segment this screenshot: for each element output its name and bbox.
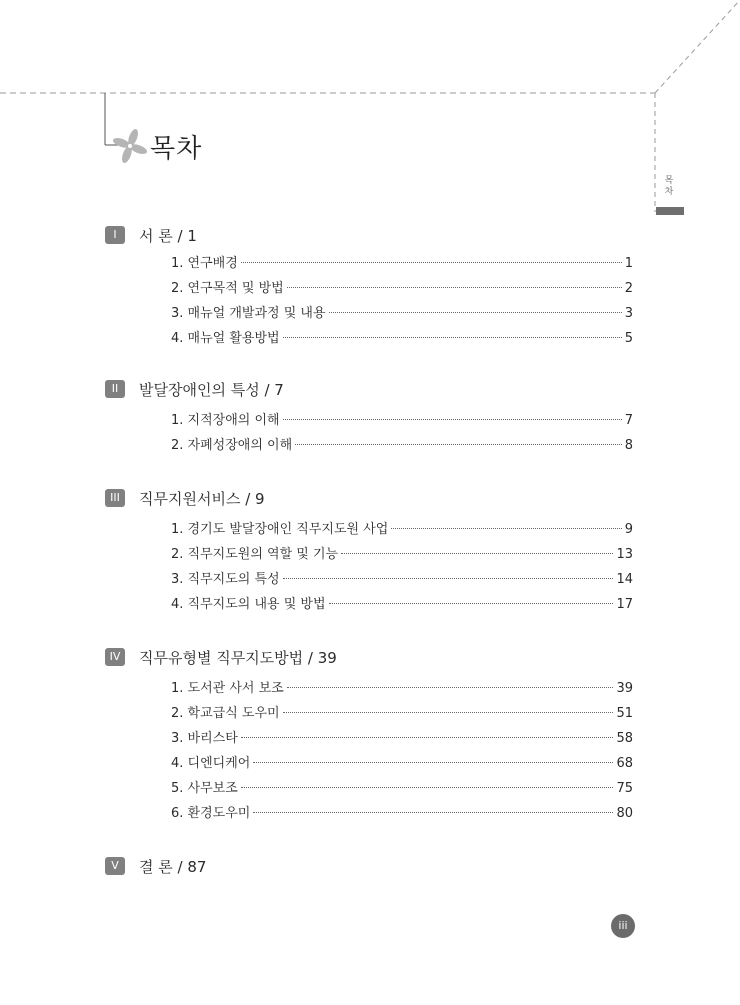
toc-entry-label: 1. 지적장애의 이해 [171,413,280,428]
side-tab-label: 목차 [664,176,674,197]
toc-entry-page: 8 [624,438,633,453]
toc-entry[interactable] [171,252,633,277]
dot-leader [241,737,614,738]
section-numeral-badge: IV [105,648,125,666]
dot-leader [283,337,622,338]
dot-leader [283,578,614,579]
toc-entry-page: 13 [616,547,633,562]
toc-entry[interactable] [171,802,633,827]
toc-section-2 [105,380,635,459]
dot-leader [253,762,613,763]
toc-entry-page: 3 [624,306,633,321]
section-heading[interactable] [105,226,635,246]
section-numeral-badge: II [105,380,125,398]
toc-entry-page: 39 [616,681,633,696]
toc-section-3 [105,489,635,618]
section-heading[interactable] [105,857,635,877]
toc-entry-page: 2 [624,281,633,296]
dot-leader [287,687,614,688]
toc-entry-label: 4. 직무지도의 내용 및 방법 [171,597,326,612]
toc-entry-label: 3. 매뉴얼 개발과정 및 내용 [171,306,326,321]
toc-entry-label: 2. 직무지도원의 역할 및 기능 [171,547,339,562]
toc-entry-page: 51 [616,706,633,721]
section-numeral-badge: V [105,857,125,875]
toc-entry[interactable] [171,593,633,618]
toc-section-1 [105,226,635,352]
dot-leader [329,603,614,604]
toc-entry[interactable] [171,302,633,327]
section-title: 발달장애인의 특성 / 7 [139,381,284,399]
toc-entry-page: 7 [624,413,633,428]
toc-entry[interactable] [171,277,633,302]
section-title: 결 론 / 87 [139,858,207,876]
side-tab-bar [656,207,684,215]
dot-leader [283,419,622,420]
toc-entry[interactable] [171,434,633,459]
toc-entry[interactable] [171,752,633,777]
toc-entry[interactable] [171,518,633,543]
dot-leader [253,812,613,813]
toc-entry[interactable] [171,777,633,802]
toc-entry-page: 5 [624,331,633,346]
toc-entry[interactable] [171,677,633,702]
toc-entry-page: 17 [616,597,633,612]
dot-leader [329,312,622,313]
toc-entry[interactable] [171,568,633,593]
toc-entry-label: 4. 디엔디케어 [171,756,251,771]
toc-entry-label: 2. 자폐성장애의 이해 [171,438,293,453]
toc-entry[interactable] [171,327,633,352]
section-numeral-badge: I [105,226,125,244]
toc-entry[interactable] [171,409,633,434]
page-title: 목차 [150,134,203,164]
toc-entry-page: 80 [616,806,633,821]
toc-entry[interactable] [171,702,633,727]
section-heading[interactable] [105,648,635,668]
dot-leader [241,787,614,788]
section-title: 직무지원서비스 / 9 [139,490,265,508]
toc-entry-page: 9 [624,522,633,537]
toc-entry-label: 1. 경기도 발달장애인 직무지도원 사업 [171,522,389,537]
section-title: 직무유형별 직무지도방법 / 39 [139,649,337,667]
toc-entry-page: 1 [624,256,633,271]
section-heading[interactable] [105,380,635,400]
toc-entry-label: 3. 직무지도의 특성 [171,572,280,587]
dot-leader [287,287,622,288]
toc-entry-page: 58 [616,731,633,746]
page-number-badge: iii [611,914,635,938]
toc-entry[interactable] [171,727,633,752]
toc-entry-label: 2. 연구목적 및 방법 [171,281,284,296]
dot-leader [283,712,614,713]
toc-entry-label: 4. 매뉴얼 활용방법 [171,331,280,346]
toc-entry-page: 75 [616,781,633,796]
toc-entry-page: 14 [616,572,633,587]
section-heading[interactable] [105,489,635,509]
toc-entry-label: 1. 연구배경 [171,256,238,271]
toc-entry-label: 6. 환경도우미 [171,806,251,821]
toc-section-5 [105,857,635,877]
dot-leader [241,262,622,263]
toc-entry-page: 68 [616,756,633,771]
toc-entry-label: 5. 사무보조 [171,781,238,796]
dot-leader [341,553,613,554]
toc-section-4 [105,648,635,827]
section-numeral-badge: III [105,489,125,507]
section-title: 서 론 / 1 [139,227,197,245]
toc-entry-label: 3. 바리스타 [171,731,238,746]
toc-entry[interactable] [171,543,633,568]
toc-entry-label: 1. 도서관 사서 보조 [171,681,284,696]
flower-icon [110,128,150,164]
dot-leader [391,528,621,529]
dot-leader [295,444,622,445]
toc-entry-label: 2. 학교급식 도우미 [171,706,280,721]
